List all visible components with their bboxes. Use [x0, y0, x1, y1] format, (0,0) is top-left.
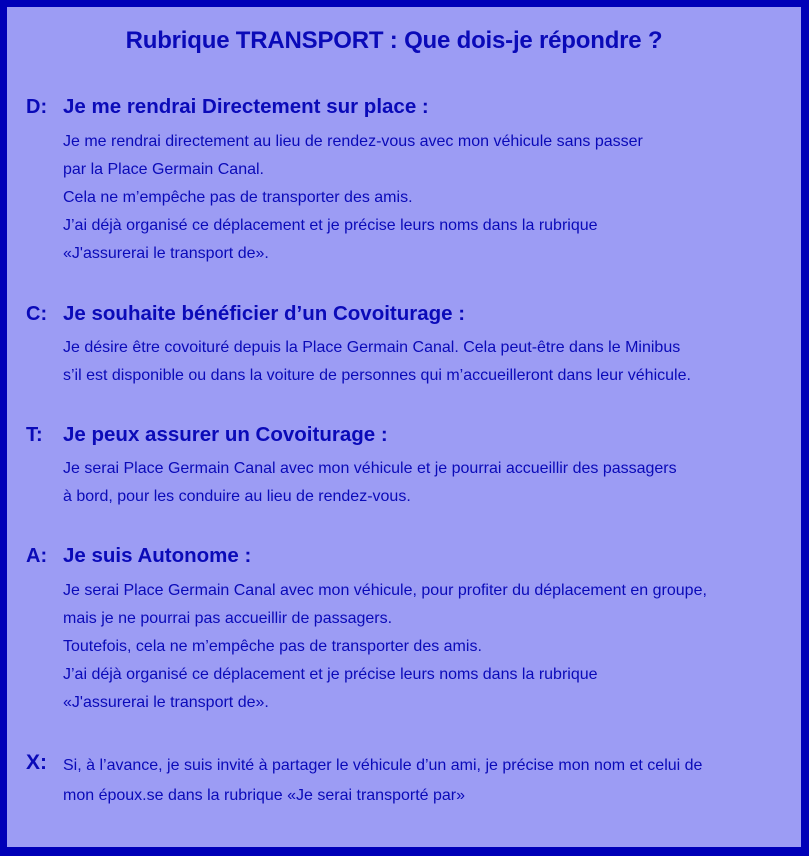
body-line: Si, à l’avance, je suis invité à partager le véhicule d’un ami, je précise mon nom et celui de	[63, 757, 703, 774]
section-heading: Je me rendrai Directement sur place :	[63, 95, 429, 118]
section-heading: Je souhaite bénéficier d’un Covoiturage :	[63, 302, 466, 325]
body-line: mais je ne pourrai pas accueillir de passagers.	[63, 610, 393, 628]
body-line: J’ai déjà organisé ce déplacement et je précise leurs noms dans la rubrique	[63, 666, 598, 684]
section-code: C:	[26, 303, 48, 325]
body-line: par la Place Germain Canal.	[63, 161, 264, 179]
body-line: Cela ne m’empêche pas de transporter des amis.	[63, 189, 413, 207]
section-body	[63, 577, 707, 717]
section-heading: Je peux assurer un Covoiturage :	[63, 423, 388, 446]
section-body	[63, 334, 691, 390]
body-line: Je serai Place Germain Canal avec mon véhicule et je pourrai accueillir des passagers	[63, 460, 677, 477]
body-line: mon époux.se dans la rubrique «Je serai transporté par»	[63, 787, 466, 804]
section-body	[63, 751, 702, 811]
body-line: J’ai déjà organisé ce déplacement et je précise leurs noms dans la rubrique	[63, 217, 598, 235]
body-line: Toutefois, cela ne m’empêche pas de transporter des amis.	[63, 638, 482, 656]
section-body	[63, 455, 677, 511]
section-code: T:	[26, 424, 43, 446]
section-code: D:	[26, 96, 48, 118]
body-line: «J'assurerai le transport de».	[63, 245, 269, 263]
body-line: Je désire être covoituré depuis la Place Germain Canal. Cela peut-être dans le Minibus	[63, 339, 681, 356]
body-line: s’il est disponible ou dans la voiture de personnes qui m’accueilleront dans leur véhicule.	[63, 367, 691, 385]
section-body	[63, 128, 643, 268]
page-title: Rubrique TRANSPORT : Que dois-je répondre ?	[125, 27, 663, 54]
section-code: X:	[26, 751, 47, 774]
transport-info-panel	[7, 7, 801, 847]
body-line: Je me rendrai directement au lieu de rendez-vous avec mon véhicule sans passer	[63, 133, 643, 150]
body-line: à bord, pour les conduire au lieu de rendez-vous.	[63, 488, 411, 506]
section-code: A:	[26, 545, 48, 567]
body-line: Je serai Place Germain Canal avec mon véhicule, pour profiter du déplacement en groupe,	[63, 582, 707, 599]
body-line: «J'assurerai le transport de».	[63, 694, 269, 712]
section-heading: Je suis Autonome :	[63, 544, 252, 567]
